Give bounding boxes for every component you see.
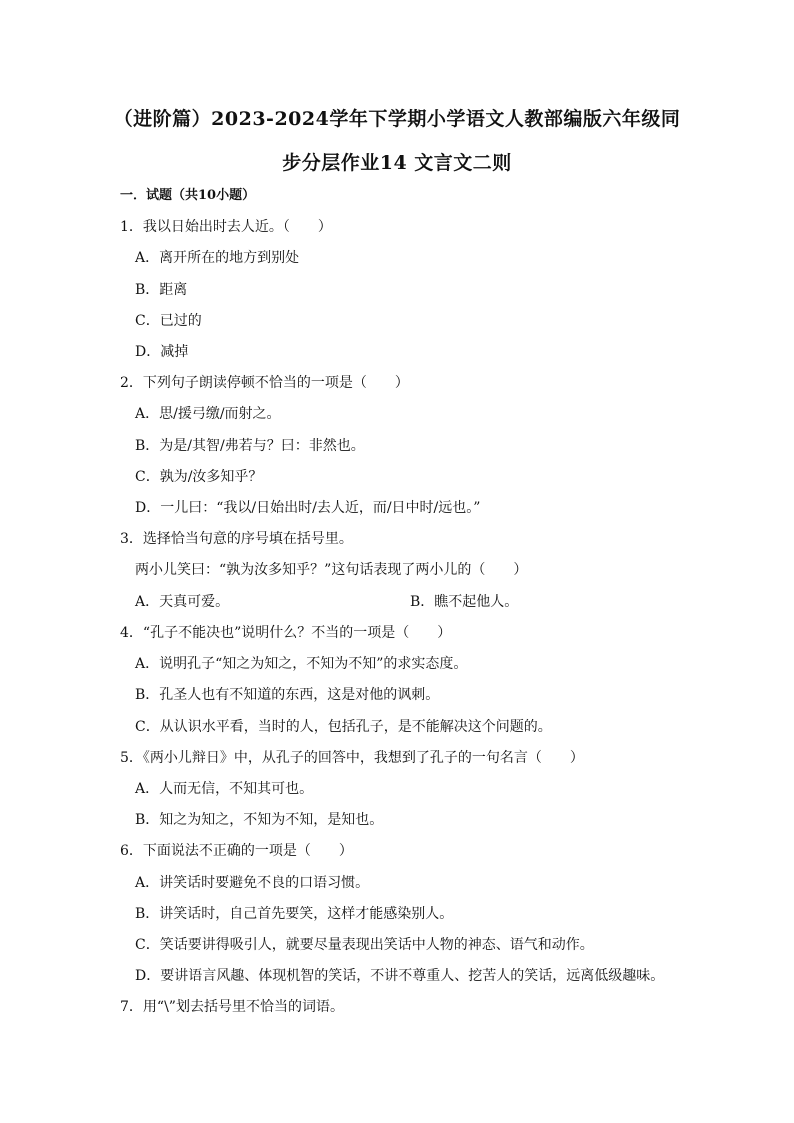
- question-5-stem: 5．《两小儿辩日》中，从孔子的回答中，我想到了孔子的一句名言（ ）: [120, 750, 584, 766]
- question-2-stem: 2．下列句子朗读停顿不恰当的一项是（ ）: [120, 375, 409, 391]
- question-1-stem: 1．我以日始出时去人近。（ ）: [120, 219, 332, 235]
- question-1-option-c: C．已过的: [135, 313, 202, 329]
- document-title-line-1: （进阶篇）2023-2024学年下学期小学语文人教部编版六年级同: [113, 108, 681, 130]
- question-2-option-d: D．一儿曰：“我以/日始出时/去人近，而/日中时/远也。”: [135, 500, 481, 516]
- question-4-option-b: B．孔圣人也有不知道的东西，这是对他的讽刺。: [135, 687, 440, 703]
- question-1-option-a: A．离开所在的地方到别处: [135, 250, 300, 266]
- question-7-stem: 7．用“\”划去括号里不恰当的词语。: [120, 999, 344, 1015]
- question-2-option-b: B．为是/其智/弗若与？曰：非然也。: [135, 438, 365, 454]
- question-1-option-d: D．减掉: [135, 344, 189, 360]
- question-6-option-a: A．讲笑话时要避免不良的口语习惯。: [135, 875, 370, 891]
- question-6-option-b: B．讲笑话时，自己首先要笑，这样才能感染别人。: [135, 906, 454, 922]
- question-2-option-a: A．思/援弓缴/而射之。: [135, 406, 281, 422]
- question-1-option-b: B．距离: [135, 282, 188, 298]
- question-3-option-a: A．天真可爱。: [135, 594, 230, 610]
- question-4-option-c: C．从认识水平看，当时的人，包括孔子，是不能解决这个问题的。: [135, 719, 552, 735]
- question-5-option-a: A．人而无信，不知其可也。: [135, 781, 314, 797]
- question-4-stem: 4．“孔子不能决也”说明什么？不当的一项是（ ）: [120, 625, 452, 641]
- question-6-option-c: C．笑话要讲得吸引人，就要尽量表现出笑话中人物的神态、语气和动作。: [135, 937, 594, 953]
- section-heading: 一．试题（共10小题）: [120, 188, 256, 203]
- question-6-stem: 6．下面说法不正确的一项是（ ）: [120, 843, 353, 859]
- question-3-stem: 3．选择恰当句意的序号填在括号里。: [120, 531, 353, 547]
- document-title-line-2: 步分层作业14 文言文二则: [282, 152, 512, 174]
- question-4-option-a: A．说明孔子“知之为知之，不知为不知”的求实态度。: [135, 656, 468, 672]
- question-6-option-d: D．要讲语言风趣、体现机智的笑话，不讲不尊重人、挖苦人的笑话，远离低级趣味。: [135, 968, 665, 984]
- question-3-option-b: B．瞧不起他人。: [410, 594, 519, 610]
- question-3-subtext: 两小儿笑曰：“孰为汝多知乎？”这句话表现了两小儿的（ ）: [135, 562, 528, 578]
- question-2-option-c: C．孰为/汝多知乎？: [135, 469, 263, 485]
- question-5-option-b: B．知之为知之，不知为不知，是知也。: [135, 812, 384, 828]
